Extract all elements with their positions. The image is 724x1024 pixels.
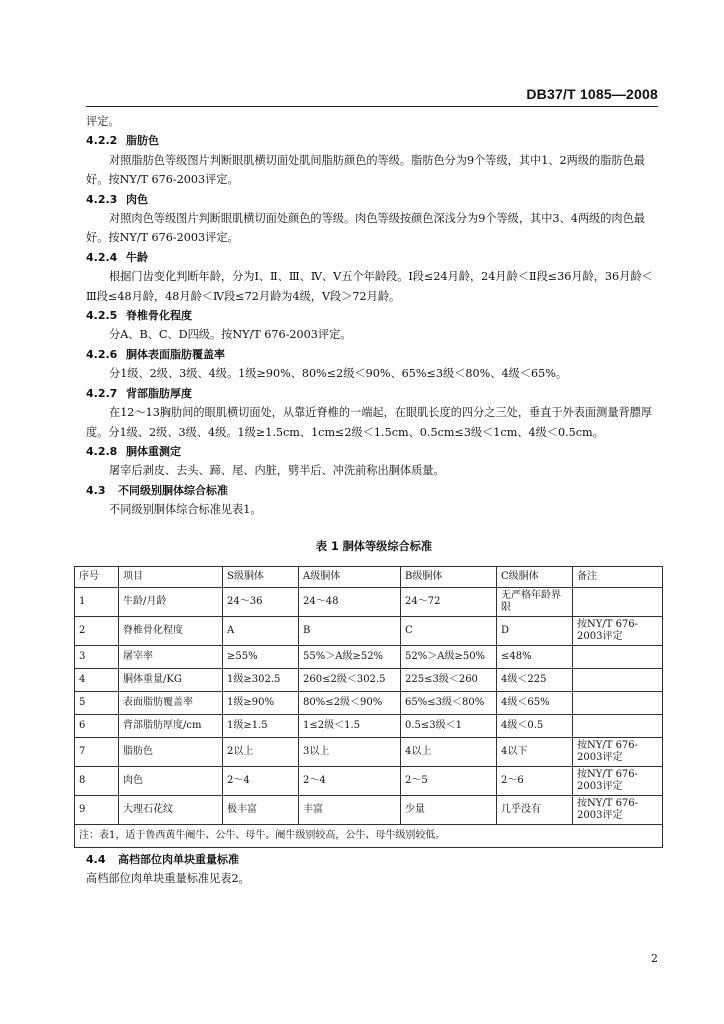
table-cell: 24～36 (223, 587, 299, 616)
table-cell: 4以上 (401, 737, 497, 766)
table-row (75, 668, 663, 691)
table-row (75, 616, 663, 645)
section-number: 4.2.6 (86, 347, 118, 361)
table-cell (573, 691, 663, 714)
section-title: 脊椎骨化程度 (126, 309, 192, 323)
table-cell: C (401, 616, 497, 645)
table-cell: ≥55% (223, 645, 299, 668)
table-cell (573, 645, 663, 668)
table-cell: 1级≥302.5 (223, 668, 299, 691)
table-cell: 丰富 (299, 795, 401, 824)
table-cell: 4 (75, 668, 119, 691)
table-header-cell: A级胴体 (299, 566, 401, 587)
section-text: 不同级别胴体综合标准见表1。 (109, 503, 262, 517)
table-cell: 2～6 (497, 766, 573, 795)
section-title: 高档部位肉单块重量标准 (118, 852, 239, 866)
table-cell: 胴体重量/KG (119, 668, 223, 691)
section-text: 屠宰后剥皮、去头、蹄、尾、内脏，劈半后、冲洗前称出胴体质量。 (109, 464, 445, 478)
table-cell: 背部脂肪厚度/cm (119, 714, 223, 737)
table-cell: 3以上 (299, 737, 401, 766)
table-cell: 脂肪色 (119, 737, 223, 766)
table-cell: 脊椎骨化程度 (119, 616, 223, 645)
table-cell: 3 (75, 645, 119, 668)
table-cell: 按NY/T 676-2003评定 (573, 616, 663, 645)
table-cell: 1≤2级＜1.5 (299, 714, 401, 737)
table-cell: 4级＜65% (497, 691, 573, 714)
section-title: 牛龄 (126, 250, 148, 264)
section-heading (86, 442, 662, 461)
section-text: 对照肉色等级图片判断眼肌横切面处颜色的等级。肉色等级按颜色深浅分为9个等级，其中3、4两级的肉色最好。按NY/T 676-2003评定。 (86, 212, 645, 245)
table-cell: 2～4 (299, 766, 401, 795)
table-cell (573, 587, 663, 616)
table-cell: D (497, 616, 573, 645)
table-cell: 0.5≤3级＜1 (401, 714, 497, 737)
table-cell: 55%＞A级≥52% (299, 645, 401, 668)
section-number: 4.2.2 (86, 134, 118, 148)
section-number: 4.4 (86, 852, 106, 866)
section-title: 不同级别胴体综合标准 (118, 483, 228, 497)
table-row (75, 737, 663, 766)
section-heading (86, 384, 662, 403)
table-header-cell: 备注 (573, 566, 663, 587)
section-heading (86, 190, 662, 209)
section-heading (86, 850, 662, 869)
table-cell: A (223, 616, 299, 645)
table-cell: 1级≥90% (223, 691, 299, 714)
table-cell: B (299, 616, 401, 645)
section-number: 4.2.7 (86, 386, 118, 400)
table-cell: 52%＞A级≥50% (401, 645, 497, 668)
section-heading (86, 306, 662, 325)
table-row (75, 714, 663, 737)
section-text: 高档部位肉单块重量标准见表2。 (86, 872, 250, 886)
table-cell: 24～72 (401, 587, 497, 616)
section-text: 分A、B、C、D四级。按NY/T 676-2003评定。 (109, 328, 352, 342)
table-header-cell: C级胴体 (497, 566, 573, 587)
table-header-cell: S级胴体 (223, 566, 299, 587)
header-rule (86, 106, 658, 107)
table-cell: 2 (75, 616, 119, 645)
table-cell: 极丰富 (223, 795, 299, 824)
table-cell: 6 (75, 714, 119, 737)
table-cell (573, 668, 663, 691)
table-row (75, 691, 663, 714)
section-heading (86, 248, 662, 267)
table-header-cell: 项目 (119, 566, 223, 587)
table-cell: 2以上 (223, 737, 299, 766)
table-cell: 2～4 (223, 766, 299, 795)
table-cell: 牛龄/月龄 (119, 587, 223, 616)
section-title: 肉色 (126, 192, 148, 206)
section-heading (86, 131, 662, 150)
table-cell: 2～5 (401, 766, 497, 795)
section-text: 对照脂肪色等级图片判断眼肌横切面处肌间脂肪颜色的等级。脂肪色分为9个等级，其中1、2两级的脂肪色最好。按NY/T 676-2003评定。 (86, 153, 645, 187)
table-cell: 表面脂肪覆盖率 (119, 691, 223, 714)
table-cell: 65%≤3级＜80% (401, 691, 497, 714)
table-cell: 7 (75, 737, 119, 766)
table-cell: 225≤3级＜260 (401, 668, 497, 691)
table-cell: 按NY/T 676-2003评定 (573, 737, 663, 766)
table-row (75, 587, 663, 616)
table-cell: 按NY/T 676-2003评定 (573, 766, 663, 795)
table-cell: 无严格年龄界限 (497, 587, 573, 616)
table-cell: 5 (75, 691, 119, 714)
table-cell: 按NY/T 676-2003评定 (573, 795, 663, 824)
section-text: 分1级、2级、3级、4级。1级≥90%、80%≤2级＜90%、65%≤3级＜80%、4级＜65%。 (109, 367, 568, 381)
table-cell: 8 (75, 766, 119, 795)
table-cell: 1级≥1.5 (223, 714, 299, 737)
table-row (75, 645, 663, 668)
section-title: 胴体重测定 (126, 444, 181, 458)
table-cell: 4级＜0.5 (497, 714, 573, 737)
table-cell: ≤48% (497, 645, 573, 668)
table-cell: 屠宰率 (119, 645, 223, 668)
table-cell: 260≤2级＜302.5 (299, 668, 401, 691)
table-header-row (75, 566, 663, 587)
table-cell: 80%≤2级＜90% (299, 691, 401, 714)
section-text: 根据门齿变化判断年龄，分为Ⅰ、Ⅱ、Ⅲ、Ⅳ、Ⅴ五个年龄段。Ⅰ段≤24月龄，24月龄＜Ⅱ段≤36月龄，36月龄＜Ⅲ段≤48月龄，48月龄＜Ⅳ段≤72月龄为4级，Ⅴ段＞72月龄。 (86, 270, 653, 303)
section-number: 4.2.5 (86, 309, 118, 323)
page-content (79, 112, 662, 889)
table-cell: 大理石花纹 (119, 795, 223, 824)
page-number: 2 (651, 952, 658, 965)
table-cell: 4以下 (497, 737, 573, 766)
section-number: 4.2.4 (86, 250, 118, 264)
table-cell: 少量 (401, 795, 497, 824)
document-code: DB37/T 1085—2008 (526, 86, 658, 102)
section-title: 脂肪色 (126, 134, 159, 148)
table-cell: 几乎没有 (497, 795, 573, 824)
section-number: 4.2.8 (86, 444, 118, 458)
table-cell: 9 (75, 795, 119, 824)
section-number: 4.3 (86, 483, 106, 497)
grade-table (74, 566, 663, 848)
table-header-cell: B级胴体 (401, 566, 497, 587)
section-title: 胴体表面脂肪覆盖率 (126, 347, 225, 361)
section-heading (86, 481, 662, 500)
section-heading (86, 345, 662, 364)
table-cell: 肉色 (119, 766, 223, 795)
table-note-row (75, 824, 663, 847)
table-caption: 表 1 胴体等级综合标准 (315, 539, 433, 553)
section-title: 背部脂肪厚度 (126, 386, 192, 400)
table-cell: 4级＜225 (497, 668, 573, 691)
table-row (75, 795, 663, 824)
table-row (75, 766, 663, 795)
table-note: 注：表1，适于鲁西黄牛阉牛、公牛、母牛。阉牛级别较高，公牛、母牛级别较低。 (75, 824, 663, 847)
table-cell (573, 714, 663, 737)
table-cell: 24～48 (299, 587, 401, 616)
section-number: 4.2.3 (86, 192, 118, 206)
continuation-text: 评定。 (86, 115, 120, 128)
table-header-cell: 序号 (75, 566, 119, 587)
table-cell: 1 (75, 587, 119, 616)
section-text: 在12～13胸肋间的眼肌横切面处，从靠近脊椎的一端起，在眼肌长度的四分之三处，垂直于外表面测量背膘厚度。分1级、2级、3级、4级。1级≥1.5cm、1cm≤2级＜1.5cm、0.5cm≤3级＜1cm、4级＜0.5cm。 (86, 406, 653, 439)
